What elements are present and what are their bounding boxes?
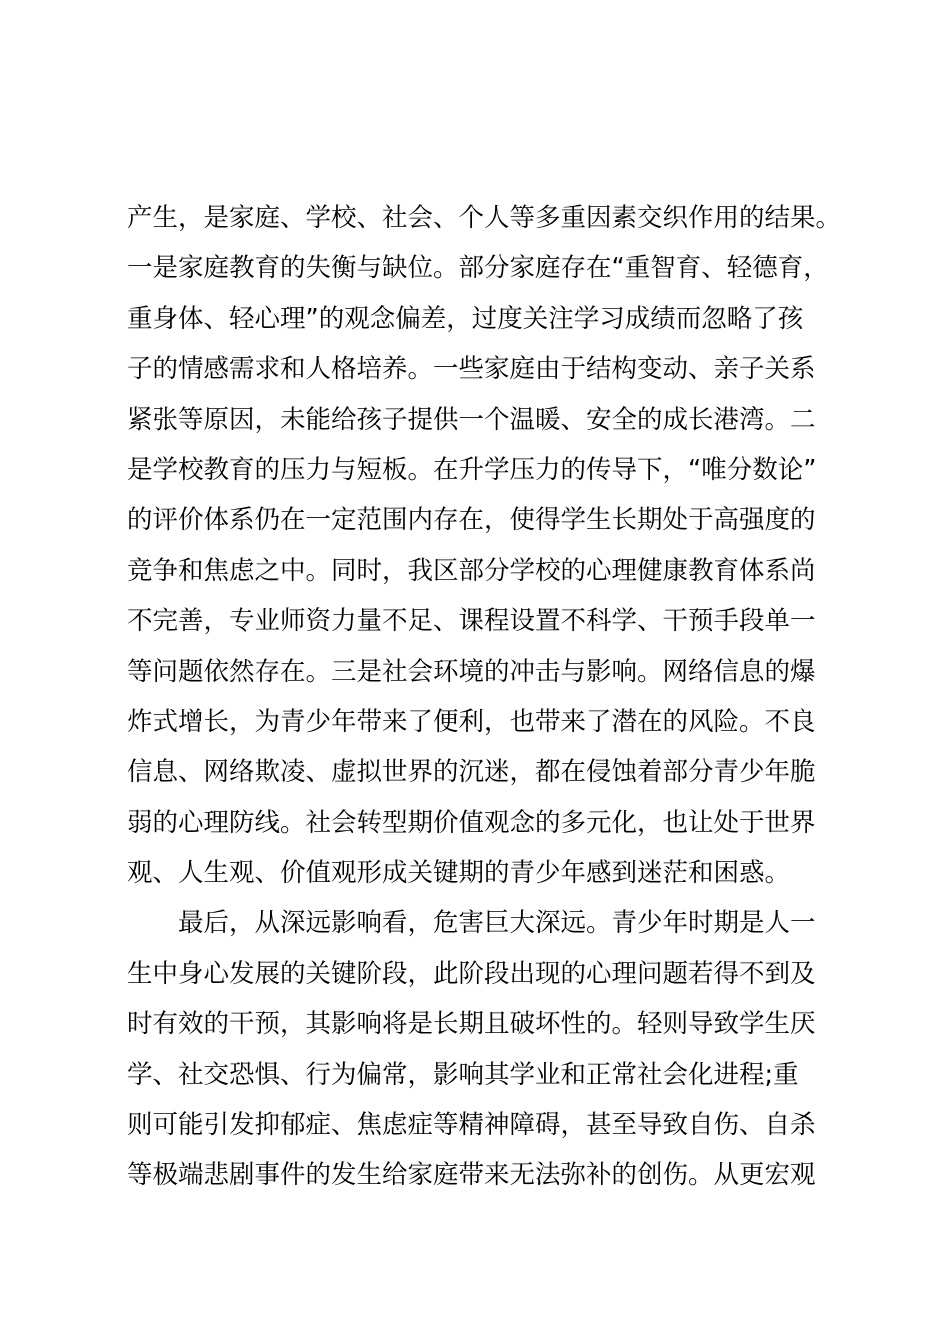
text-line: 生中身心发展的关键阶段，此阶段出现的心理问题若得不到及	[127, 958, 816, 989]
text-line: 信息、网络欺凌、虚拟世界的沉迷，都在侵蚀着部分青少年脆	[127, 757, 816, 788]
text-line: 子的情感需求和人格培养。一些家庭由于结构变动、亲子关系	[127, 354, 816, 385]
text-line: 一是家庭教育的失衡与缺位。部分家庭存在“重智育、轻德育，	[127, 253, 829, 284]
paragraph-start-line: 最后，从深远影响看，危害巨大深远。青少年时期是人一	[178, 908, 816, 939]
text-line: 等问题依然存在。三是社会环境的冲击与影响。网络信息的爆	[127, 656, 816, 687]
text-line: 是学校教育的压力与短板。在升学压力的传导下，“唯分数论”	[127, 454, 817, 485]
text-line: 等极端悲剧事件的发生给家庭带来无法弥补的创伤。从更宏观	[127, 1160, 816, 1191]
text-line: 则可能引发抑郁症、焦虑症等精神障碍，甚至导致自伤、自杀	[127, 1110, 816, 1141]
text-line: 弱的心理防线。社会转型期价值观念的多元化，也让处于世界	[127, 807, 816, 838]
text-line: 炸式增长，为青少年带来了便利，也带来了潜在的风险。不良	[127, 706, 816, 737]
text-line: 观、人生观、价值观形成关键期的青少年感到迷茫和困惑。	[127, 858, 791, 889]
text-line: 时有效的干预，其影响将是长期且破坏性的。轻则导致学生厌	[127, 1009, 816, 1040]
text-line: 的评价体系仍在一定范围内存在，使得学生长期处于高强度的	[127, 505, 816, 536]
text-line: 不完善，专业师资力量不足、课程设置不科学、干预手段单一	[127, 606, 816, 637]
text-line: 紧张等原因，未能给孩子提供一个温暖、安全的成长港湾。二	[127, 404, 816, 435]
text-line: 产生，是家庭、学校、社会、个人等多重因素交织作用的结果。	[127, 203, 842, 233]
body-text	[127, 193, 842, 1201]
text-line: 重身体、轻心理”的观念偏差，过度关注学习成绩而忽略了孩	[127, 303, 804, 334]
text-line: 学、社交恐惧、行为偏常，影响其学业和正常社会化进程;重	[127, 1059, 799, 1090]
text-line: 竞争和焦虑之中。同时，我区部分学校的心理健康教育体系尚	[127, 555, 816, 586]
